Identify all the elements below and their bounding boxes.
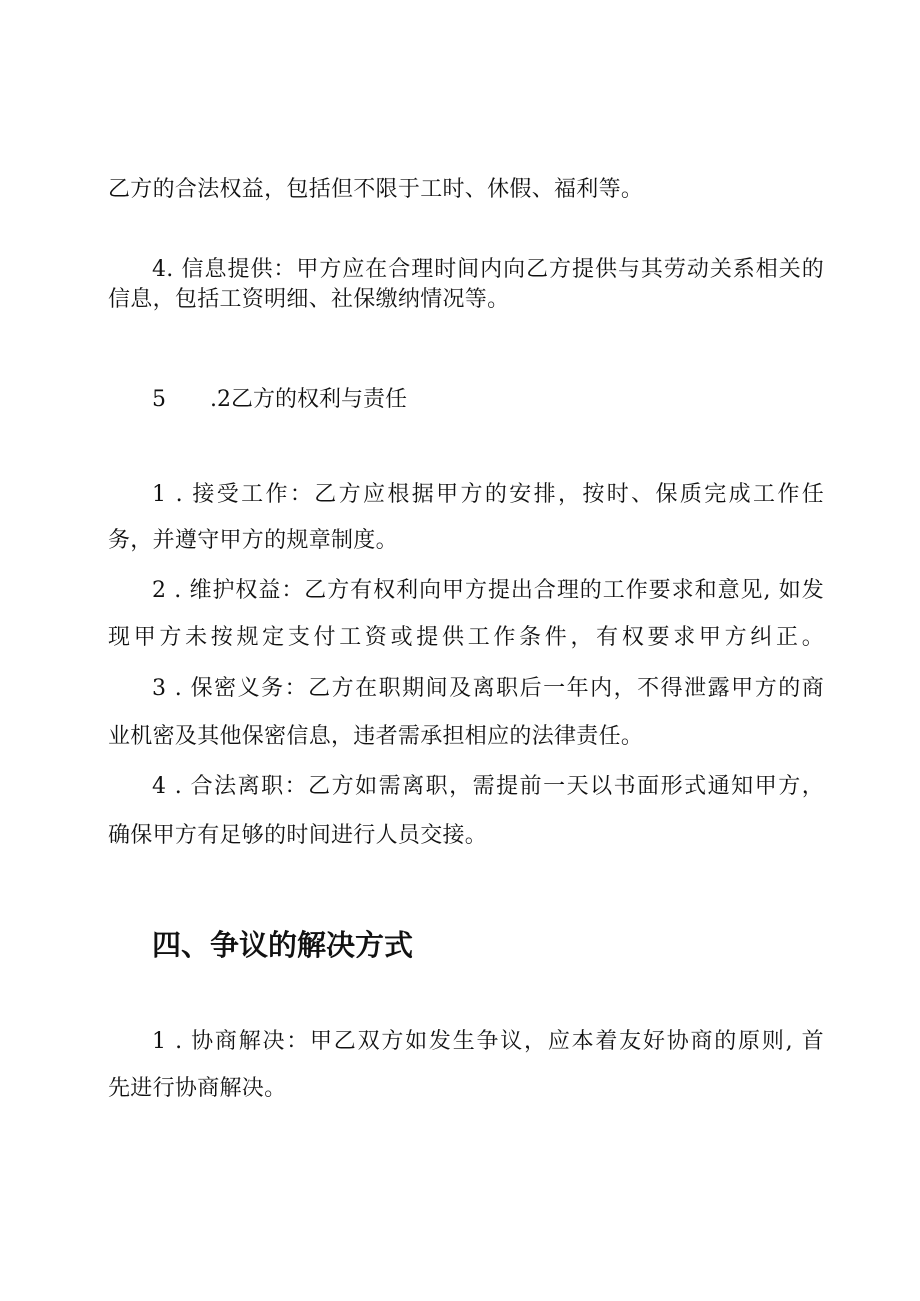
party-a-item-4-line-1: 4. 信息提供：甲方应在合理时间内向乙方提供与其劳动关系相关的: [152, 257, 824, 282]
party-b-item-1-line-2: 务，并遵守甲方的规章制度。: [108, 528, 398, 553]
party-a-item-4-line-2: 信息，包括工资明细、社保缴纳情况等。: [108, 287, 510, 312]
paragraph-continuation-line: 乙方的合法权益，包括但不限于工时、休假、福利等。: [108, 177, 644, 202]
party-b-item-4-line-2: 确保甲方有足够的时间进行人员交接。: [108, 823, 488, 848]
party-b-item-4-line-1: 4 . 合法离职：乙方如需离职，需提前一天以书面形式通知甲方，: [152, 774, 824, 799]
party-b-item-3-line-2: 业机密及其他保密信息，违者需承担相应的法律责任。: [108, 724, 644, 749]
dispute-item-1-line-2: 先进行协商解决。: [108, 1076, 287, 1101]
section-5-2-title: .2乙方的权利与责任: [210, 387, 407, 412]
party-b-item-3-line-1: 3 . 保密义务：乙方在职期间及离职后一年内，不得泄露甲方的商: [152, 676, 824, 701]
party-b-item-2-line-2: 现甲方未按规定支付工资或提供工作条件，有权要求甲方纠正。: [108, 625, 824, 650]
party-b-item-1-line-1: 1 . 接受工作：乙方应根据甲方的安排，按时、保质完成工作任: [152, 482, 824, 507]
section-5-2-number: 5: [152, 387, 166, 412]
section-5-2-heading: [152, 385, 407, 415]
section-4-heading: 四、争议的解决方式: [152, 928, 414, 962]
dispute-item-1-line-1: 1 . 协商解决：甲乙双方如发生争议，应本着友好协商的原则, 首: [152, 1029, 824, 1054]
party-b-item-2-line-1: 2 . 维护权益：乙方有权利向甲方提出合理的工作要求和意见, 如发: [152, 578, 824, 603]
